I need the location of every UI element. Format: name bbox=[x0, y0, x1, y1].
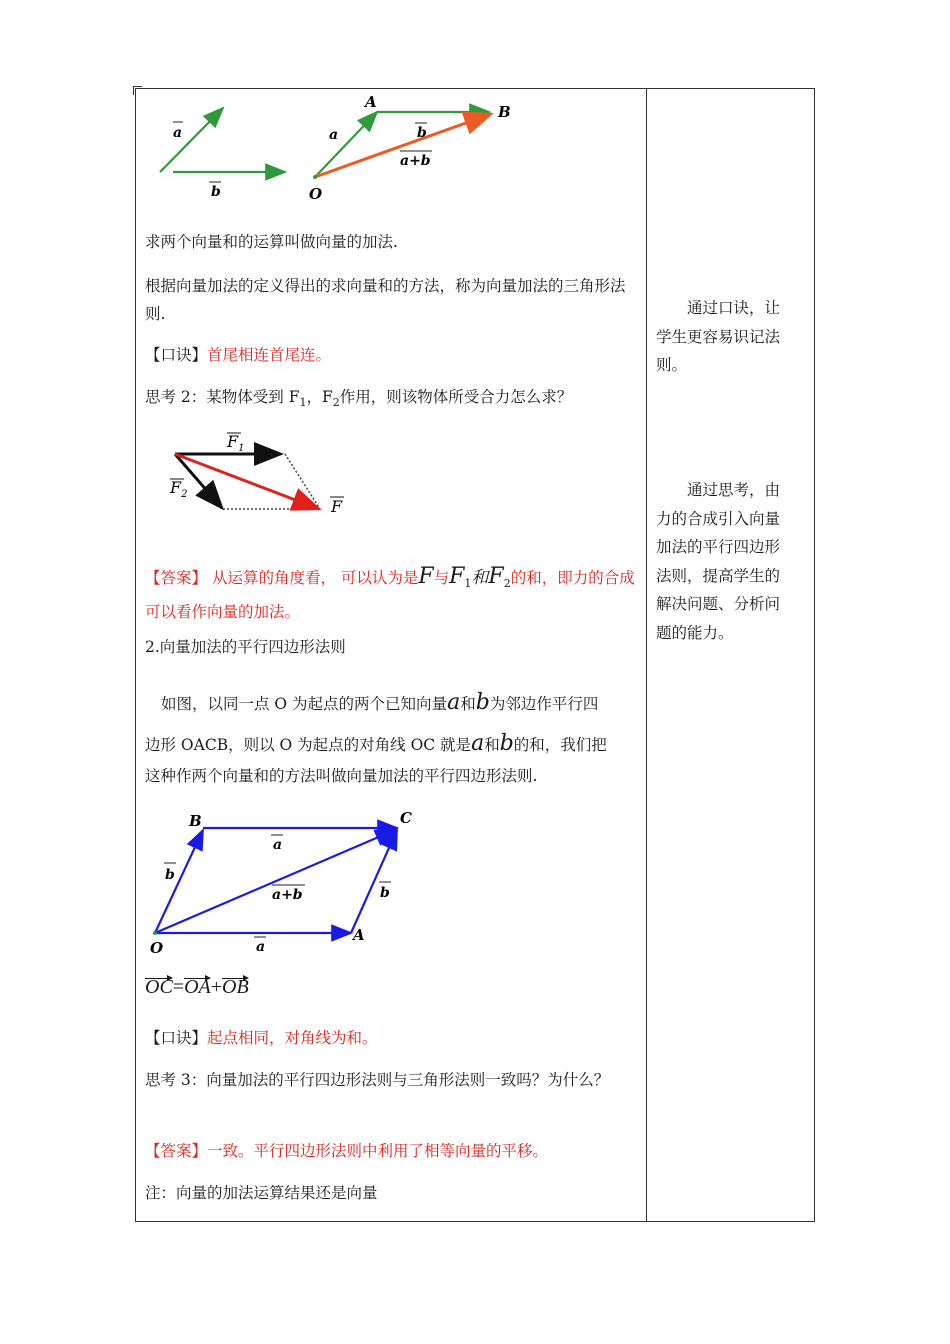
think-2: 思考 2：某物体受到 $F_1$，$F_2$作用，则该物体所受合力怎么求？ bbox=[145, 388, 573, 410]
mnemonic-2: 【口诀】起点相同，对角线为和。 bbox=[145, 1029, 378, 1047]
label-a-left: a bbox=[173, 125, 183, 141]
parallelogram-para-3: 这种作两个向量和的方法叫做向量加法的平行四边形法则. bbox=[145, 767, 538, 785]
label-b-right: b bbox=[417, 125, 427, 141]
force-figure bbox=[145, 425, 365, 530]
label-sum-right: a+b bbox=[400, 153, 431, 169]
label-b-left3: b bbox=[165, 867, 175, 883]
force-F-arrow bbox=[175, 454, 319, 509]
label-B3: B bbox=[189, 812, 202, 830]
note: 注：向量的加法运算结果还是向量 bbox=[145, 1184, 378, 1202]
section-2-title: 2.向量加法的平行四边形法则 bbox=[145, 638, 346, 656]
label-A3: A bbox=[353, 926, 365, 944]
label-C3: C bbox=[400, 809, 412, 827]
label-a-right: a bbox=[329, 127, 339, 143]
label-a-bottom: a bbox=[256, 939, 266, 955]
label-b-right3: b bbox=[380, 885, 390, 901]
vector-OB bbox=[155, 830, 203, 933]
think-3: 思考 3：向量加法的平行四边形法则与三角形法则一致吗？为什么？ bbox=[145, 1071, 610, 1089]
triangle-rule-figure bbox=[145, 92, 525, 207]
label-F2: $F_2$ bbox=[170, 478, 188, 500]
parallelogram-figure bbox=[145, 805, 425, 960]
vector-a-left bbox=[160, 108, 223, 172]
label-O: O bbox=[309, 185, 323, 203]
mnemonic-1: 【口诀】首尾相连首尾连。 bbox=[145, 346, 332, 364]
label-O3: O bbox=[150, 939, 164, 957]
label-B: B bbox=[498, 103, 511, 121]
table-corner-mark bbox=[133, 86, 142, 95]
column-divider bbox=[646, 88, 647, 1222]
vector-formula: OC=OA+OB bbox=[145, 976, 249, 998]
definition-triangle-rule: 根据向量加法的定义得出的求向量和的方法，称为向量加法的三角形法则. bbox=[145, 277, 626, 323]
label-A: A bbox=[365, 93, 377, 111]
label-a-top: a bbox=[273, 837, 283, 853]
label-F: F bbox=[331, 497, 343, 516]
answer-1: 【答案】 从运算的角度看， 可以认为是F与$F_1$和$F_2$的和，即力的合成可以看作向量的加法。 bbox=[145, 564, 635, 622]
side-note-2: 通过思考，由力的合成引入向量加法的平行四边形法则，提高学生的解决问题、分析问题的能力。 bbox=[656, 481, 781, 642]
parallelogram-para-2: 边形 OACB，则以 O 为起点的对角线 OC 就是a和b的和，我们把 bbox=[145, 731, 607, 756]
label-F1: $F_1$ bbox=[227, 432, 245, 454]
label-sum3: a+b bbox=[272, 887, 303, 903]
side-note-1: 通过口诀，让学生更容易识记法则。 bbox=[656, 299, 781, 374]
parallelogram-para-1: 如图，以同一点 O 为起点的两个已知向量a和b为邻边作平行四 bbox=[161, 690, 599, 715]
answer-2: 【答案】一致。平行四边形法则中利用了相等向量的平移。 bbox=[145, 1142, 549, 1160]
definition-addition: 求两个向量和的运算叫做向量的加法. bbox=[145, 233, 398, 251]
label-b-left: b bbox=[211, 184, 221, 200]
